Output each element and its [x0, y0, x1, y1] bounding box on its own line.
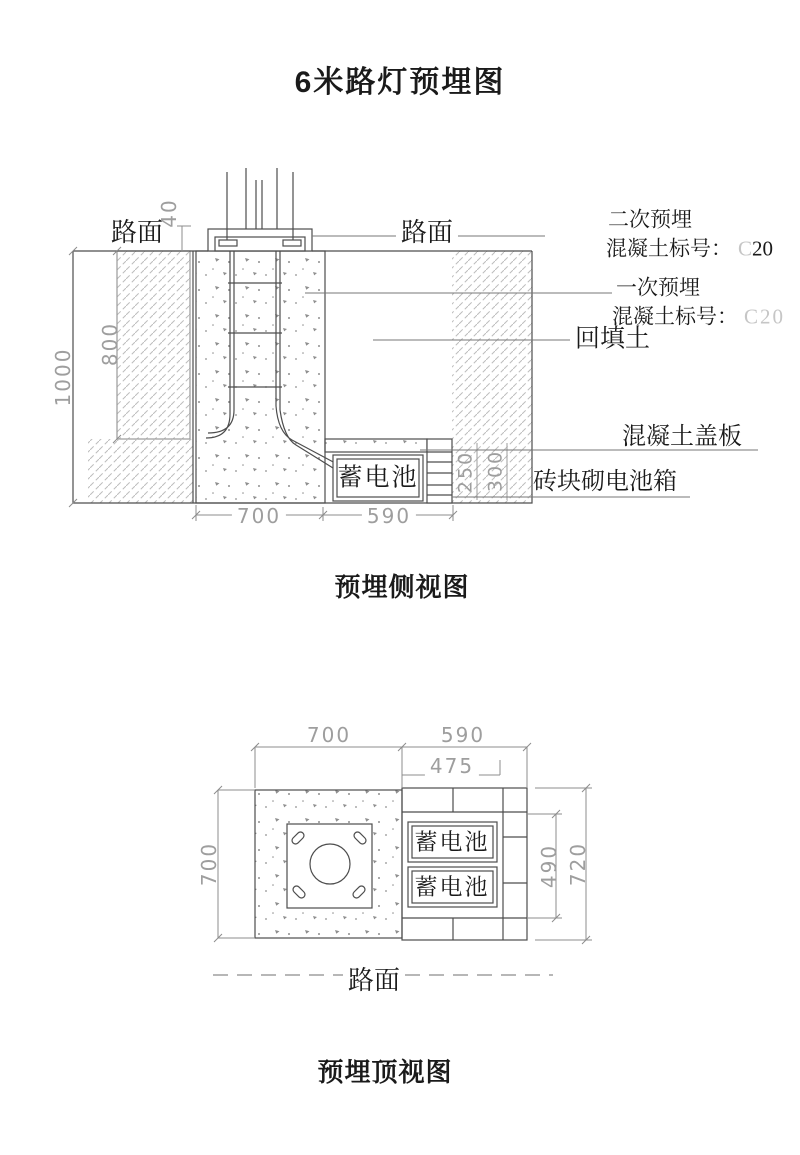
dim-700-left: 700: [197, 841, 221, 887]
label-primary-grade: [612, 304, 786, 329]
dim-490: 490: [537, 843, 561, 889]
concrete-cover-plate: [325, 439, 427, 452]
label-brick-battery-box: 砖块砌电池箱: [533, 469, 677, 495]
battery-label-side: 蓄电池: [337, 464, 419, 492]
secondary-grade-text: 混凝土标号：: [606, 236, 732, 261]
side-view-caption: 预埋侧视图: [334, 572, 470, 602]
dim-300: 300: [484, 449, 507, 493]
label-secondary-embed: 二次预埋: [608, 207, 692, 232]
dim-1000: 1000: [51, 347, 75, 407]
dim-590-top: 590: [440, 723, 486, 747]
road-label-right: 路面: [396, 220, 458, 246]
battery-box-plan: [402, 788, 527, 940]
battery-label-top-2: 蓄电池: [414, 874, 490, 900]
soil-hatch-left: [117, 251, 190, 439]
dim-475: 475: [425, 756, 479, 776]
page-title: 6米路灯预埋图: [294, 66, 506, 99]
road-label-top-view: 路面: [343, 968, 405, 994]
top-view-caption: 预埋顶视图: [317, 1057, 453, 1087]
label-primary-embed: 一次预埋: [616, 275, 700, 300]
dim-250: 250: [454, 450, 477, 494]
battery-label-top-1: 蓄电池: [414, 829, 490, 855]
dim-720: 720: [566, 841, 590, 887]
base-plate-plan: [287, 824, 372, 908]
concrete-foundation: [196, 251, 325, 503]
road-label-left: 路面: [110, 218, 164, 247]
secondary-grade-num: 20: [752, 236, 774, 261]
primary-grade-value: C20: [744, 304, 786, 329]
anchor-plate: [208, 168, 312, 251]
top-view-linework: [255, 788, 527, 940]
secondary-grade-c: C: [738, 236, 753, 261]
primary-grade-text: 混凝土标号：: [612, 304, 738, 329]
soil-hatch-lower-left: [88, 439, 193, 503]
dim-590-side: 590: [362, 506, 416, 526]
label-cover-plate: 混凝土盖板: [622, 424, 742, 450]
brick-wall-side: [427, 439, 452, 503]
label-backfill: 回填土: [575, 325, 651, 353]
dim-700-top: 700: [306, 723, 352, 747]
label-secondary-grade: [606, 236, 774, 261]
dim-700-side: 700: [232, 506, 286, 526]
dim-800: 800: [98, 321, 122, 367]
dim-40: 40: [157, 198, 181, 228]
